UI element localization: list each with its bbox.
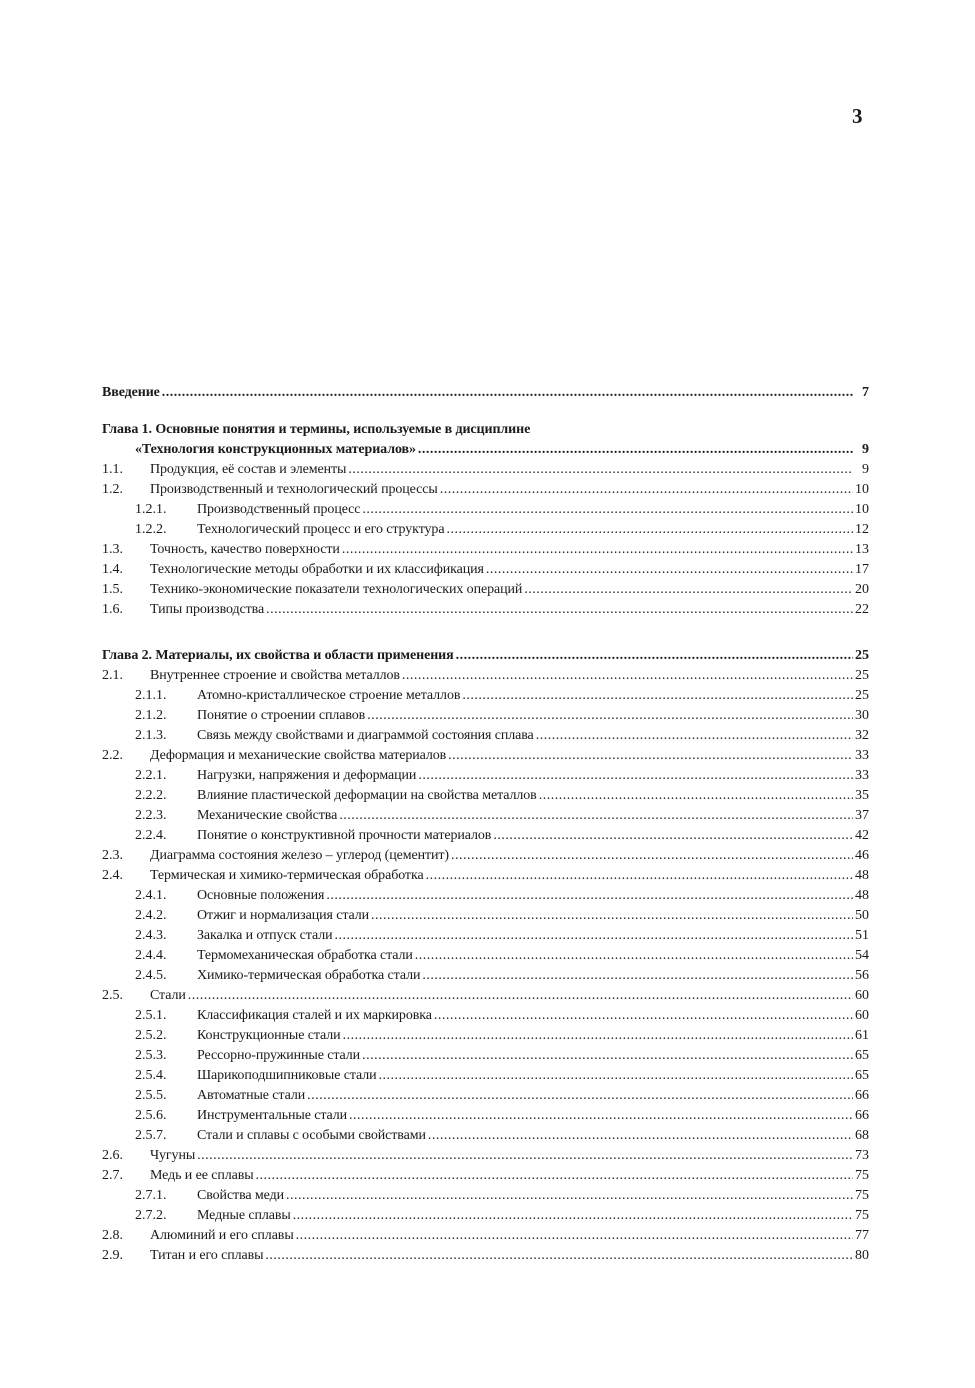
dot-leader [451,846,853,866]
toc-entry-page: 25 [855,648,869,663]
table-of-contents [102,383,869,1266]
toc-entry-title: «Технология конструкционных материалов» [135,442,416,457]
dot-leader [426,866,853,886]
toc-entry-page: 20 [855,582,869,597]
toc-entry-title: Автоматные стали [197,1088,306,1103]
toc-entry-page: 54 [855,948,869,963]
toc-entry-page: 48 [855,868,869,883]
toc-entry-number: 2.9. [102,1248,123,1263]
toc-entry-title: Механические свойства [197,808,338,823]
toc-entry-number: 2.5.7. [135,1128,167,1143]
toc-entry[interactable] [102,786,869,806]
dot-leader [371,906,853,926]
toc-entry-title: Типы производства [150,602,265,617]
toc-entry[interactable] [102,946,869,966]
dot-leader [367,706,853,726]
toc-entry[interactable] [102,580,869,600]
toc-entry-number: 2.4.3. [135,928,167,943]
toc-entry-page: 25 [855,688,869,703]
toc-entry-page: 66 [855,1088,869,1103]
toc-entry-page: 25 [855,668,869,683]
toc-entry-title: Точность, качество поверхности [150,542,340,557]
toc-entry-number: 1.3. [102,542,123,557]
toc-entry[interactable] [102,1186,869,1206]
toc-entry-title: Чугуны [150,1148,196,1163]
toc-entry-title: Закалка и отпуск стали [197,928,333,943]
toc-entry[interactable] [102,726,869,746]
toc-entry[interactable] [102,540,869,560]
toc-entry-number: 2.5. [102,988,123,1003]
dot-leader [418,766,853,786]
toc-entry-title: Химико-термическая обработка стали [197,968,421,983]
toc-entry-title: Отжиг и нормализация стали [197,908,370,923]
toc-entry-number: 2.7.1. [135,1188,167,1203]
dot-leader [326,886,853,906]
toc-entry[interactable] [102,560,869,580]
dot-leader [343,1026,853,1046]
toc-entry-title: Рессорно-пружинные стали [197,1048,361,1063]
toc-entry-number: 1.1. [102,462,123,477]
toc-entry-number: 2.5.4. [135,1068,167,1083]
toc-entry-number: 1.2.1. [135,502,167,517]
toc-entry[interactable] [102,966,869,986]
toc-entry-title: Медь и ее сплавы [150,1168,254,1183]
toc-entry-page: 61 [855,1028,869,1043]
dot-leader [434,1006,853,1026]
toc-entry-title: Глава 2. Материалы, их свойства и области применения [102,648,454,663]
toc-entry-number: 2.5.5. [135,1088,167,1103]
toc-entry[interactable] [102,746,869,766]
toc-entry-page: 65 [855,1068,869,1083]
toc-entry-number: 2.7. [102,1168,123,1183]
toc-entry-number: 1.5. [102,582,123,597]
toc-entry-title: Нагрузки, напряжения и деформации [197,768,417,783]
toc-entry-number: 2.2.3. [135,808,167,823]
toc-entry-page: 17 [855,562,869,577]
dot-leader [428,1126,853,1146]
toc-entry[interactable] [102,1026,869,1046]
toc-entry-page: 7 [862,385,869,400]
toc-entry-number: 2.3. [102,848,123,863]
toc-entry-number: 2.2.2. [135,788,167,803]
dot-leader [307,1086,853,1106]
dot-leader [256,1166,853,1186]
toc-entry-title: Алюминий и его сплавы [150,1228,294,1243]
toc-entry-number: 2.6. [102,1148,123,1163]
toc-entry-title: Атомно-кристаллическое строение металлов [197,688,461,703]
toc-entry[interactable] [102,846,869,866]
dot-leader [524,580,853,600]
dot-leader [456,646,853,666]
toc-entry-title: Стали [150,988,186,1003]
page-number: 3 [852,104,863,128]
toc-entry-title: Стали и сплавы с особыми свойствами [197,1128,426,1143]
toc-entry-title: Технологические методы обработки и их классификация [150,562,484,577]
toc-entry-page: 37 [855,808,869,823]
dot-leader [418,440,853,460]
toc-entry[interactable] [102,906,869,926]
dot-leader [265,1246,853,1266]
toc-entry-title: Продукция, её состав и элементы [150,462,347,477]
toc-entry[interactable] [102,826,869,846]
toc-entry-page: 32 [855,728,869,743]
toc-entry[interactable] [102,1166,869,1186]
toc-entry[interactable] [102,646,869,666]
toc-entry[interactable] [102,1066,869,1086]
dot-leader [348,460,853,480]
toc-entry-number: 2.5.6. [135,1108,167,1123]
toc-entry-title: Внутреннее строение и свойства металлов [150,668,400,683]
toc-entry-page: 12 [855,522,869,537]
toc-entry-number: 1.4. [102,562,123,577]
dot-leader [402,666,853,686]
toc-entry[interactable] [102,866,869,886]
toc-entry-number: 2.4. [102,868,123,883]
toc-entry[interactable] [102,600,869,620]
toc-entry-title: Конструкционные стали [197,1028,341,1043]
toc-entry[interactable] [102,926,869,946]
dot-leader [335,926,854,946]
dot-leader [539,786,853,806]
dot-leader [536,726,853,746]
toc-entry[interactable] [102,766,869,786]
toc-entry-page: 75 [855,1168,869,1183]
toc-entry-title: Введение [102,385,160,400]
toc-entry-page: 66 [855,1108,869,1123]
dot-leader [266,600,853,620]
toc-entry-number: 2.2. [102,748,123,763]
dot-leader [342,540,853,560]
toc-entry[interactable] [102,706,869,726]
toc-entry-title: Технико-экономические показатели технологических операций [150,582,523,597]
toc-entry-title: Понятие о конструктивной прочности материалов [197,828,492,843]
dot-leader [440,480,853,500]
toc-entry-number: 2.2.1. [135,768,167,783]
toc-entry-number: 2.1.3. [135,728,167,743]
toc-entry-page: 75 [855,1188,869,1203]
toc-entry[interactable] [102,666,869,686]
toc-entry[interactable] [102,1126,869,1146]
toc-entry[interactable] [102,806,869,826]
toc-entry-page: 77 [855,1228,869,1243]
dot-leader [293,1206,853,1226]
toc-entry-page: 75 [855,1208,869,1223]
toc-entry-number: 2.2.4. [135,828,167,843]
toc-entry-page: 60 [855,988,869,1003]
toc-entry-page: 10 [855,482,869,497]
dot-leader [379,1066,853,1086]
dot-leader [339,806,853,826]
dot-leader [362,1046,853,1066]
dot-leader [448,746,853,766]
dot-leader [415,946,853,966]
toc-entry-number: 1.6. [102,602,123,617]
toc-entry-number: 1.2.2. [135,522,167,537]
toc-entry[interactable] [102,1046,869,1066]
dot-leader [422,966,853,986]
toc-entry-page: 46 [855,848,869,863]
toc-entry-page: 35 [855,788,869,803]
toc-entry-title: Глава 1. Основные понятия и термины, используемые в дисциплине [102,422,531,437]
dot-leader [493,826,853,846]
toc-entry[interactable] [102,1106,869,1126]
toc-entry[interactable] [102,420,869,440]
toc-entry-page: 22 [855,602,869,617]
toc-entry[interactable] [102,1006,869,1026]
toc-entry[interactable] [102,1226,869,1246]
toc-entry-page: 50 [855,908,869,923]
toc-entry-title: Понятие о строении сплавов [197,708,366,723]
toc-entry-number: 2.5.3. [135,1048,167,1063]
toc-entry-title: Термическая и химико-термическая обработка [150,868,424,883]
toc-entry-title: Инструментальные стали [197,1108,348,1123]
toc-entry-page: 80 [855,1248,869,1263]
toc-entry-page: 56 [855,968,869,983]
toc-entry-page: 60 [855,1008,869,1023]
toc-entry[interactable] [102,1246,869,1266]
toc-entry[interactable] [102,440,869,460]
toc-entry[interactable] [102,886,869,906]
toc-entry[interactable] [102,686,869,706]
toc-entry-number: 2.4.5. [135,968,167,983]
toc-entry[interactable] [102,480,869,500]
toc-entry-title: Производственный и технологический процессы [150,482,438,497]
toc-entry-title: Титан и его сплавы [150,1248,264,1263]
dot-leader [188,986,853,1006]
toc-entry-page: 9 [862,442,869,457]
toc-entry-number: 2.4.4. [135,948,167,963]
toc-entry-page: 30 [855,708,869,723]
toc-entry-page: 48 [855,888,869,903]
toc-entry-title: Производственный процесс [197,502,361,517]
toc-entry[interactable] [102,1086,869,1106]
toc-entry-title: Влияние пластической деформации на свойства металлов [197,788,537,803]
toc-entry-title: Основные положения [197,888,325,903]
toc-entry-number: 2.5.2. [135,1028,167,1043]
toc-entry-number: 2.4.1. [135,888,167,903]
dot-leader [197,1146,853,1166]
toc-entry[interactable] [102,383,869,403]
toc-entry-number: 2.4.2. [135,908,167,923]
toc-entry-page: 13 [855,542,869,557]
toc-entry-title: Диаграмма состояния железо – углерод (цементит) [150,848,449,863]
dot-leader [296,1226,853,1246]
dot-leader [162,383,853,403]
toc-entry-number: 2.7.2. [135,1208,167,1223]
toc-entry[interactable] [102,460,869,480]
toc-entry-page: 33 [855,748,869,763]
toc-entry-number: 2.8. [102,1228,123,1243]
dot-leader [286,1186,853,1206]
toc-entry-title: Медные сплавы [197,1208,291,1223]
toc-entry-title: Свойства меди [197,1188,285,1203]
toc-entry-page: 9 [862,462,869,477]
toc-entry-title: Деформация и механические свойства материалов [150,748,447,763]
dot-leader [349,1106,853,1126]
toc-entry[interactable] [102,986,869,1006]
toc-entry-number: 2.1.1. [135,688,167,703]
toc-entry-title: Классификация сталей и их маркировка [197,1008,432,1023]
dot-leader [362,500,853,520]
toc-entry-page: 51 [855,928,869,943]
toc-entry-title: Термомеханическая обработка стали [197,948,413,963]
dot-leader [486,560,853,580]
toc-entry-number: 1.2. [102,482,123,497]
toc-entry[interactable] [102,520,869,540]
dot-leader [462,686,853,706]
toc-entry[interactable] [102,500,869,520]
toc-entry-title: Шарикоподшипниковые стали [197,1068,377,1083]
toc-entry-page: 68 [855,1128,869,1143]
toc-entry-page: 33 [855,768,869,783]
toc-entry-page: 73 [855,1148,869,1163]
toc-entry[interactable] [102,1146,869,1166]
toc-entry-number: 2.1. [102,668,123,683]
toc-entry-page: 10 [855,502,869,517]
toc-entry-page: 65 [855,1048,869,1063]
toc-entry-page: 42 [855,828,869,843]
dot-leader [446,520,853,540]
toc-entry-title: Технологический процесс и его структура [197,522,445,537]
toc-entry-number: 2.1.2. [135,708,167,723]
toc-entry[interactable] [102,1206,869,1226]
toc-entry-number: 2.5.1. [135,1008,167,1023]
toc-entry-title: Связь между свойствами и диаграммой состояния сплава [197,728,534,743]
